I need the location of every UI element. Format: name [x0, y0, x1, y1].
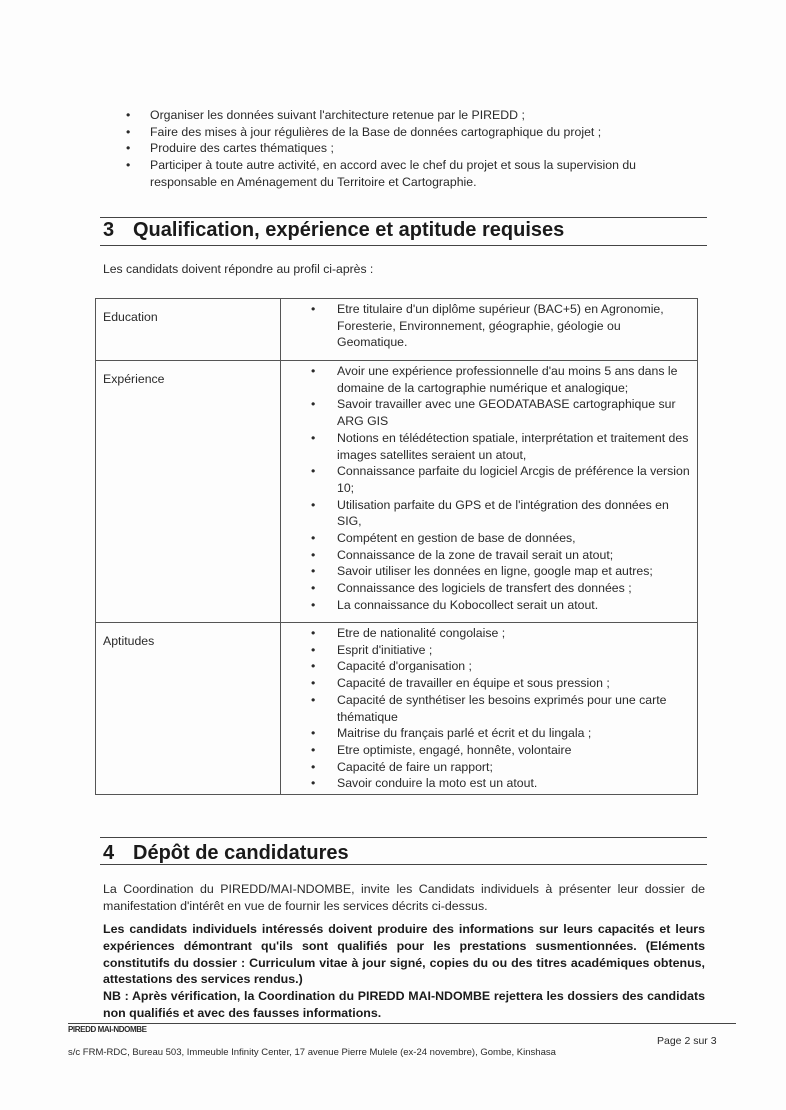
list-item: • Savoir conduire la moto est un atout.: [309, 775, 691, 792]
section-title: Qualification, expérience et aptitude requises: [133, 219, 565, 241]
list-item: • Organiser les données suivant l'architecture retenue par le PIREDD ;: [124, 107, 704, 124]
table-row: [96, 623, 698, 795]
table-row: [96, 361, 698, 623]
table-row: [96, 299, 698, 361]
section-number: 3: [103, 219, 115, 241]
divider: [100, 864, 707, 865]
divider: [100, 245, 707, 246]
divider: [100, 837, 707, 838]
list-item: • Utilisation parfaite du GPS et de l'intégration des données en SIG,: [309, 497, 691, 530]
list-item: • Capacité de faire un rapport;: [309, 759, 691, 776]
section-3-heading: [103, 219, 564, 242]
list-item: • Savoir utiliser les données en ligne, google map et autres;: [309, 563, 691, 580]
list-item: • Compétent en gestion de base de données,: [309, 530, 691, 547]
page-number: Page 2 sur 3: [657, 1035, 717, 1047]
list-item: • Connaissance parfaite du logiciel Arcgis de préférence la version 10;: [309, 463, 691, 496]
paragraph-bold: Les candidats individuels intéressés doivent produire des informations sur leurs capacités et leurs expériences démontrant qu'ils sont qualifiés pour les prestations susmentionnées. (Eléments constitutifs du dossier : Curriculum vitae à jour signé, copies du ou des titres académiques obtenus, attestations des services rendus.): [103, 922, 705, 987]
row-items: [281, 361, 698, 623]
requirements-table: [95, 298, 698, 795]
list-item: • Faire des mises à jour régulières de la Base de données cartographique du projet ;: [124, 124, 704, 141]
list-item: • Savoir travailler avec une GEODATABASE cartographique sur ARG GIS: [309, 396, 691, 429]
list-item: • Capacité de synthétiser les besoins exprimés pour une carte thématique: [309, 692, 691, 725]
list-item: • Participer à toute autre activité, en accord avec le chef du projet et sous la supervision du responsable en Aménagement du Territoire et Cartographie.: [124, 157, 704, 190]
list-item: • Avoir une expérience professionnelle d'au moins 5 ans dans le domaine de la cartographie numérique et analogique;: [309, 363, 691, 396]
list-item: • Esprit d'initiative ;: [309, 642, 691, 659]
row-label: Expérience: [96, 361, 281, 623]
task-list: [124, 107, 704, 191]
row-label: Aptitudes: [96, 623, 281, 795]
list-item: • La connaissance du Kobocollect serait un atout.: [309, 597, 691, 614]
list-item: • Capacité de travailler en équipe et sous pression ;: [309, 675, 691, 692]
paragraph: La Coordination du PIREDD/MAI-NDOMBE, invite les Candidats individuels à présenter leur dossier de manifestation d'intérêt en vue de fournir les services décrits ci-dessus.: [103, 882, 705, 913]
footer-address: s/c FRM-RDC, Bureau 503, Immeuble Infinity Center, 17 avenue Pierre Mulele (ex-24 novembre), Gombe, Kinshasa: [68, 1047, 556, 1058]
section-3-intro: Les candidats doivent répondre au profil ci-après :: [103, 262, 374, 276]
row-items: [281, 299, 698, 361]
list-item: • Etre optimiste, engagé, honnête, volontaire: [309, 742, 691, 759]
list-item: • Etre de nationalité congolaise ;: [309, 625, 691, 642]
section-number: 4: [103, 842, 115, 864]
list-item: • Produire des cartes thématiques ;: [124, 140, 704, 157]
footer-org: PIREDD MAI-NDOMBE: [68, 1025, 147, 1034]
list-item: • Capacité d'organisation ;: [309, 658, 691, 675]
row-items: [281, 623, 698, 795]
list-item: • Connaissance des logiciels de transfert des données ;: [309, 580, 691, 597]
row-label: Education: [96, 299, 281, 361]
section-title: Dépôt de candidatures: [133, 842, 349, 864]
nb-paragraph: NB : Après vérification, la Coordination du PIREDD MAI-NDOMBE rejettera les dossiers des candidats non qualifiés et avec des fausses informations.: [103, 989, 705, 1020]
section-4-heading: [103, 842, 349, 865]
divider: [100, 217, 707, 218]
list-item: • Etre titulaire d'un diplôme supérieur (BAC+5) en Agronomie, Foresterie, Environnement, géographie, géologie ou Geomatique.: [309, 301, 691, 351]
list-item: • Notions en télédétection spatiale, interprétation et traitement des images satellites seraient un atout,: [309, 430, 691, 463]
footer-rule: [68, 1023, 736, 1024]
list-item: • Connaissance de la zone de travail serait un atout;: [309, 547, 691, 564]
list-item: • Maitrise du français parlé et écrit et du lingala ;: [309, 725, 691, 742]
